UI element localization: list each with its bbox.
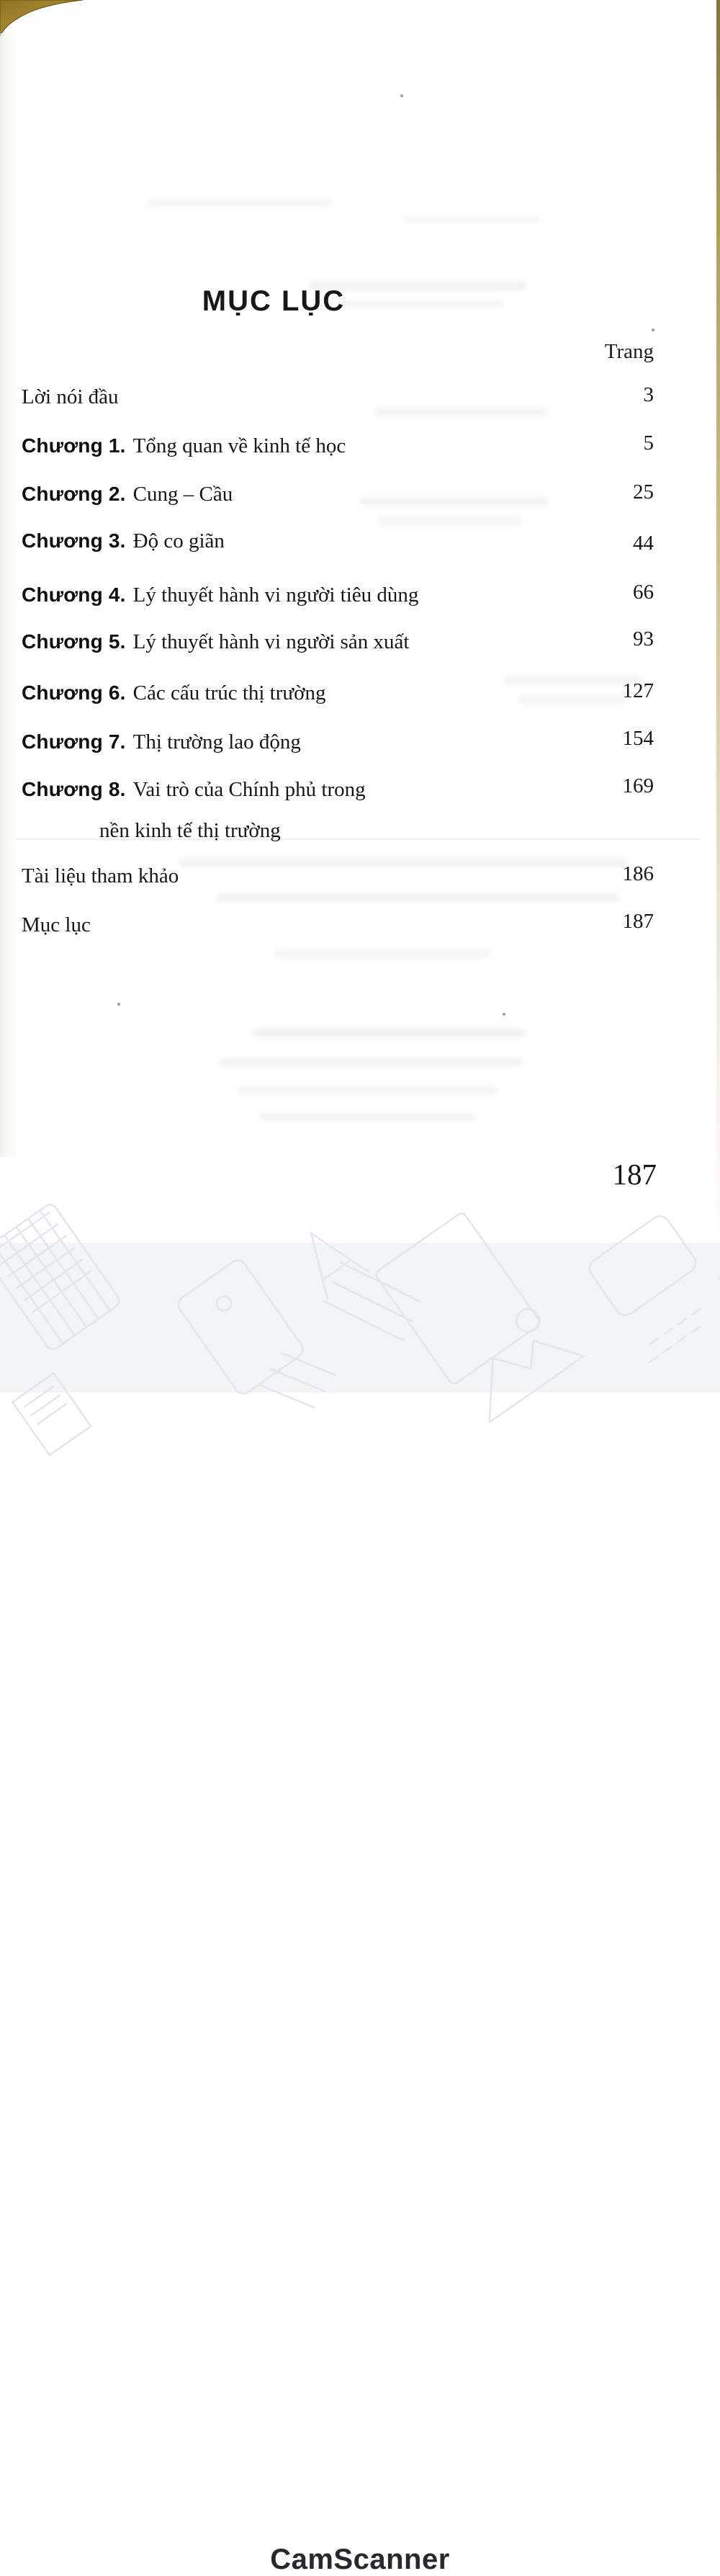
folio-page-number: 187 [612, 1158, 657, 1191]
toc-entry-page: 25 [633, 480, 654, 504]
bleed-through [216, 893, 619, 902]
scan-speck [400, 94, 403, 97]
toc-entry-page: 5 [643, 431, 654, 455]
toc-entry-label: Cung – Cầu [132, 483, 233, 506]
toc-entry-label: Độ co giãn [132, 529, 225, 553]
camscanner-logo-text: CamScanner [270, 2544, 450, 2575]
scan-speck [117, 1003, 120, 1006]
bleed-through [360, 497, 547, 506]
bleed-through [180, 859, 626, 867]
bleed-through [238, 1086, 497, 1094]
chapter-prefix: Chương 5. [22, 630, 126, 653]
toc-entry-label: Vai trò của Chính phủ trong [132, 778, 366, 801]
toc-entry-label: Lý thuyết hành vi người tiêu dùng [132, 583, 419, 607]
toc-entry-page: 186 [622, 862, 654, 885]
book-spine-edge [716, 0, 720, 1246]
toc-entry-label: Thị trường lao động [132, 730, 301, 753]
toc-entry-label: Tài liệu tham khảo [22, 864, 179, 887]
chapter-prefix: Chương 1. [22, 434, 126, 457]
toc-entry-page: 127 [622, 679, 654, 702]
page-column-header: Trang [604, 340, 654, 363]
bleed-through [259, 1113, 475, 1121]
camscanner-watermark-band [0, 1243, 720, 2575]
bleed-through [403, 216, 540, 223]
toc-entry-label: Lý thuyết hành vi người sản xuất [132, 630, 410, 653]
toc-entry-page: 169 [622, 774, 654, 797]
toc-entry-page: 93 [633, 627, 654, 650]
bleed-through [148, 199, 331, 207]
toc-entry-page: 66 [633, 581, 654, 604]
toc-entry-label: Các cấu trúc thị trường [132, 681, 326, 705]
bleed-through [274, 949, 490, 957]
toc-entry-label: Tổng quan về kinh tế học [132, 434, 346, 457]
bleed-through [378, 517, 522, 525]
chapter-prefix: Chương 8. [22, 778, 126, 800]
page-title: MỤC LỤC [202, 285, 346, 317]
watermark-pattern [0, 1243, 720, 1392]
toc-entry-page: 44 [633, 532, 654, 555]
page-left-edge-shadow [0, 33, 19, 1157]
scan-speck [503, 1013, 505, 1016]
toc-entry-label-line2: nền kinh tế thị trường [99, 819, 281, 842]
toc-entry-label: Lời nói đầu [22, 385, 119, 408]
toc-entry-label: Mục lục [22, 913, 91, 936]
scan-speck [652, 328, 654, 331]
bleed-through [220, 1057, 522, 1066]
bleed-through [252, 1029, 526, 1037]
chapter-prefix: Chương 7. [22, 730, 126, 753]
chapter-prefix: Chương 4. [22, 583, 126, 606]
bleed-through [374, 408, 547, 416]
toc-entry-page: 154 [622, 727, 654, 750]
chapter-prefix: Chương 3. [22, 529, 126, 552]
toc-entry-page: 3 [643, 383, 654, 406]
toc-entry-page: 187 [622, 910, 654, 933]
chapter-prefix: Chương 2. [22, 483, 126, 505]
chapter-prefix: Chương 6. [22, 681, 126, 704]
